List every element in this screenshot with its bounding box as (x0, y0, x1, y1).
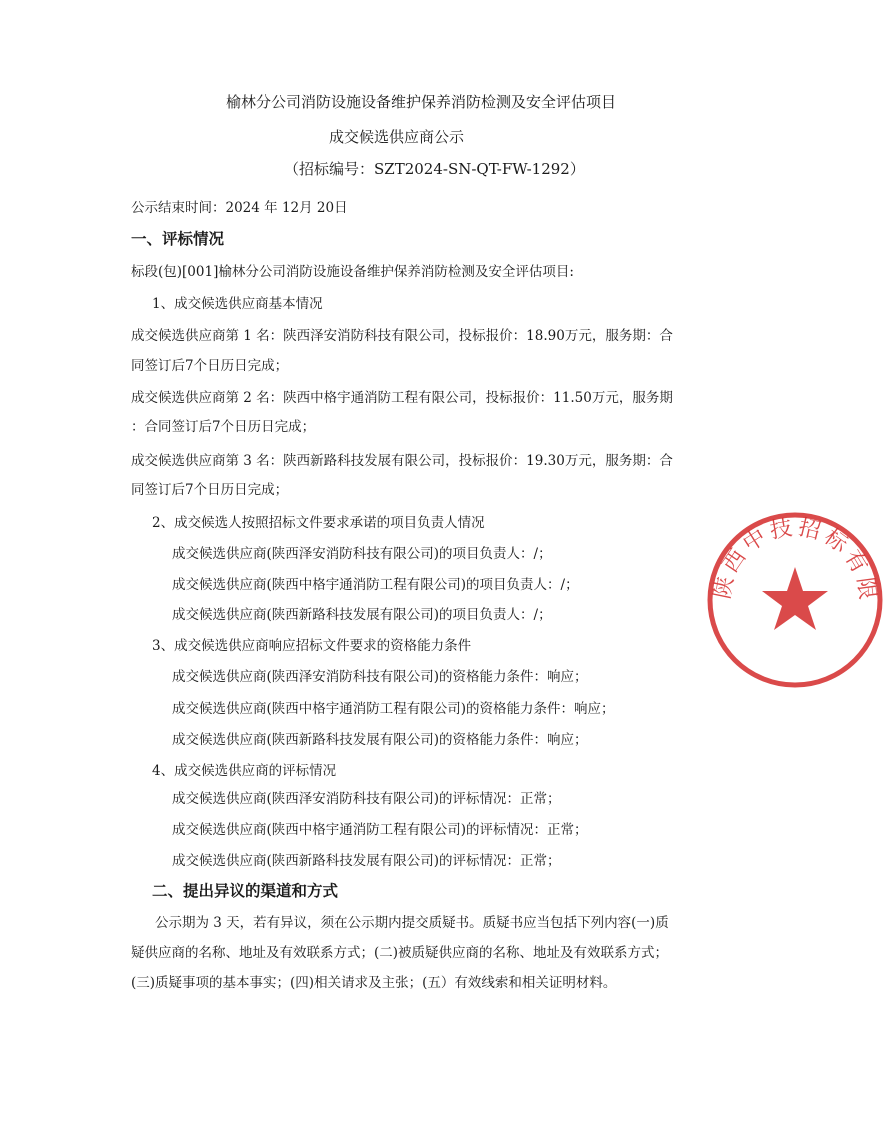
sub1-heading: 1、成交候选供应商基本情况 (152, 296, 323, 312)
sub2-line: 成交候选供应商(陕西新路科技发展有限公司)的项目负责人：/； (172, 607, 552, 623)
sub4-heading: 4、成交候选供应商的评标情况 (152, 763, 337, 779)
sub1-line: ：合同签订后7个日历日完成； (131, 419, 316, 435)
sub3-heading: 3、成交候选供应商响应招标文件要求的资格能力条件 (152, 638, 472, 654)
section2-line: 公示期为 3 天，若有异议，须在公示期内提交质疑书。质疑书应当包括下列内容(一)质 (155, 915, 669, 931)
sub4-line: 成交候选供应商(陕西中格宇通消防工程有限公司)的评标情况：正常； (172, 822, 588, 838)
section2-line: 疑供应商的名称、地址及有效联系方式；(二)被质疑供应商的名称、地址及有效联系方式； (131, 945, 669, 961)
section2-line: (三)质疑事项的基本事实；(四)相关请求及主张；(五）有效线索和相关证明材料。 (131, 975, 617, 991)
svg-text:陕西中技招标有限公司 (687, 486, 880, 605)
title-line-1: 榆林分公司消防设施设备维护保养消防检测及安全评估项目 (226, 93, 617, 111)
section2-heading: 二、提出异议的渠道和方式 (152, 882, 339, 900)
section1-heading: 一、评标情况 (131, 230, 225, 248)
sub3-line: 成交候选供应商(陕西中格宇通消防工程有限公司)的资格能力条件：响应； (172, 701, 615, 717)
lot-line: 标段(包)[001]榆林分公司消防设施设备维护保养消防检测及安全评估项目: (131, 264, 574, 280)
seal-text: 陕西中技招标有限公司 (686, 486, 880, 606)
notice-end-time: 公示结束时间：2024 年 12月 20日 (131, 200, 348, 216)
sub1-line: 同签订后7个日历日完成； (131, 482, 289, 498)
sub1-line: 成交候选供应商第 2 名：陕西中格宇通消防工程有限公司，投标报价：11.50万元，服务期 (131, 390, 673, 406)
official-seal-stamp (686, 486, 890, 695)
tender-number: （招标编号：SZT2024-SN-QT-FW-1292） (284, 160, 585, 178)
sub1-line: 成交候选供应商第 1 名：陕西泽安消防科技有限公司，投标报价：18.90万元，服务期：合 (131, 328, 673, 344)
sub1-line: 同签订后7个日历日完成； (131, 358, 289, 374)
seal-star-icon (762, 567, 828, 630)
sub4-line: 成交候选供应商(陕西新路科技发展有限公司)的评标情况：正常； (172, 853, 561, 869)
sub3-line: 成交候选供应商(陕西新路科技发展有限公司)的资格能力条件：响应； (172, 732, 588, 748)
sub4-line: 成交候选供应商(陕西泽安消防科技有限公司)的评标情况：正常； (172, 791, 561, 807)
sub2-line: 成交候选供应商(陕西泽安消防科技有限公司)的项目负责人：/； (172, 546, 552, 562)
sub2-heading: 2、成交候选人按照招标文件要求承诺的项目负责人情况 (152, 515, 485, 531)
title-line-2: 成交候选供应商公示 (329, 128, 465, 146)
sub2-line: 成交候选供应商(陕西中格宇通消防工程有限公司)的项目负责人：/； (172, 577, 579, 593)
sub3-line: 成交候选供应商(陕西泽安消防科技有限公司)的资格能力条件：响应； (172, 669, 588, 685)
sub1-line: 成交候选供应商第 3 名：陕西新路科技发展有限公司，投标报价：19.30万元，服务期：合 (131, 453, 673, 469)
